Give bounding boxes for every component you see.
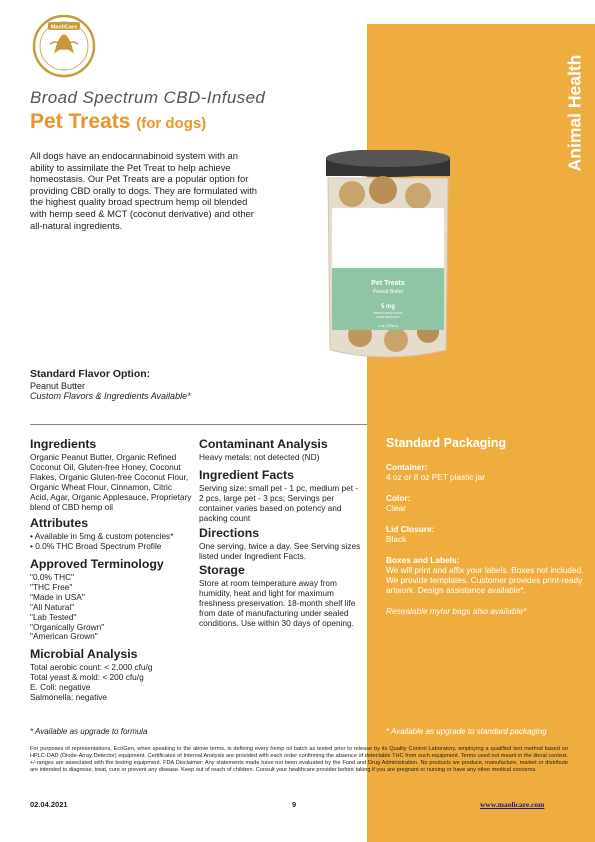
terminology-heading: Approved Terminology [30,557,164,571]
contaminant-heading: Contaminant Analysis [199,437,328,451]
intro-paragraph: All dogs have an endocannabinoid system with an ability to assimilate the Pet Treat to help achieve homeostasis. Our Pet Treats are a popular option for providing CBD orally to dogs. They are formulated with the highest quality broad spectrum hemp oil blended with hemp seed & MCT (coconut derivative) and other all-natural ingredients. [30,150,258,231]
terminology-item: "American Grown" [30,631,98,642]
jar-label-dose: 5 mg [380,304,396,310]
attribute-item: • 0.0% THC Broad Spectrum Profile [30,542,192,552]
terminology-item: "Organically Grown" [30,621,105,632]
boxes-label: Boxes and Labels: [386,555,460,565]
lid-label: Lid Closure: [386,524,435,534]
directions-heading: Directions [199,526,260,540]
storage-heading: Storage [199,563,245,577]
document-date: 02.04.2021 [30,800,68,809]
jar-label-line2: HEMP EXTRACT [376,315,400,319]
attributes-heading: Attributes [30,516,89,530]
microbial-item: E. Coli: negative [30,681,91,692]
product-title [30,110,206,134]
product-jar-image [318,150,458,365]
side-title-text: Animal Health [564,54,585,171]
flavor-heading: Standard Flavor Option: [30,368,151,380]
jar-label-size: 4 oz (120mL) [377,324,399,328]
microbial-item: Total yeast & mold: < 200 cfu/g [30,671,144,682]
flavor-section [30,369,191,402]
packaging-heading: Standard Packaging [386,436,507,450]
product-subtitle: Broad Spectrum CBD-Infused [30,88,266,107]
disclaimer-text: For purposes of representations, EcoGen, when speaking to the above terms, is defining every hemp oil batch as tested prior to release by its Quality Control Laboratory, employing a qualified test method based on HPLC-DAD (Diode-Array Detector) equipment. Certificates of Internal Analysis are provided with each order confirming the absence of detectable THC from such equipment. Terms used not meant in the literal context. +/-ranges are associated with the testing equipment. FDA Disclaimer: Any statements made have not been evaluated by the Food and Drug Administration. No products we produce, manufacture, market or distribute are intended to diagnose, treat, cure or prevent any disease. Keep out of reach of children. Consult your healthcare provider before taking if you are pregnant or nursing or have any other medical concerns. [30,746,568,773]
microbial-section [30,647,192,703]
container-label: Container: [386,462,428,472]
terminology-item: "All Natural" [30,601,75,612]
directions-text: One serving, twice a day. See Serving sizes listed under Ingredient Facts. [199,541,361,561]
terminology-section [30,557,192,642]
ingredient-facts-text: Serving size: small pet - 1 pc, medium pet - 2 pcs, large pet - 3 pcs; Servings per container varies based on potency and packing count [199,483,359,523]
flavor-value: Peanut Butter [30,380,86,391]
storage-section [199,563,364,629]
lid-value: Black [386,534,407,544]
attribute-item: • Available in 5mg & custom potencies* [30,532,192,542]
contaminant-text: Heavy metals: not detected (ND) [199,452,320,462]
microbial-item: Total aerobic count: < 2,000 cfu/g [30,662,153,672]
logo-text: MaoliCare [50,24,78,31]
container-value: 4 oz or 8 oz PET plastic jar [386,472,485,482]
brand-logo [32,14,96,78]
microbial-heading: Microbial Analysis [30,647,138,661]
jar-label-name: Pet Treats [371,280,405,287]
terminology-item: "0.0% THC" [30,572,75,582]
ingredients-text: Organic Peanut Butter, Organic Refined Coconut Oil, Gluten-free Honey, Coconut Flakes, Organic Gluten-free Coconut Flour, Organic Wheat Flour, Cinnamon, Citric Acid, Agar, Organic Applesauce, Proprietary blend of CBD hemp oil [30,452,192,512]
boxes-value: We will print and affix your labels. Boxes not included. We provide templates. Customer provides print-ready artwork. Design assistance available*. [386,565,584,595]
color-label: Color: [386,493,411,503]
website-link[interactable]: www.maolicare.com [480,800,545,809]
mylar-note: Resealable mylar bags also available* [386,606,527,616]
terminology-item: "Lab Tested" [30,611,77,622]
ingredient-facts-section [199,468,364,524]
flavor-note: Custom Flavors & Ingredients Available* [30,391,191,401]
ingredients-heading: Ingredients [30,437,97,451]
color-value: Clear [386,503,406,513]
section-divider [30,424,367,425]
storage-text: Store at room temperature away from humidity, heat and light for maximum freshness preservation. 18-month shelf life from date of manufacturing under sealed conditions. Use within 30 days of opening. [199,578,356,628]
attributes-section [30,516,192,552]
product-title-main: Pet Treats [30,110,131,133]
terminology-item: "THC Free" [30,581,73,592]
side-title [560,40,590,185]
footnote-formula: * Available as upgrade to formula [30,727,148,736]
terminology-item: "Made in USA" [30,591,85,602]
ingredients-section [30,437,192,512]
packaging-section [386,438,586,627]
directions-section [199,526,364,562]
jar-label-flavor: Peanut Butter [372,289,404,295]
jar-label-line1: BROAD SPECTRUM [373,311,403,315]
microbial-item: Salmonella: negative [30,691,108,702]
footnote-packaging: * Available as upgrade to standard packaging [386,727,547,736]
page-number: 9 [292,800,297,809]
ingredient-facts-heading: Ingredient Facts [199,468,294,482]
product-title-small: (for dogs) [136,115,207,132]
contaminant-section [199,437,364,463]
